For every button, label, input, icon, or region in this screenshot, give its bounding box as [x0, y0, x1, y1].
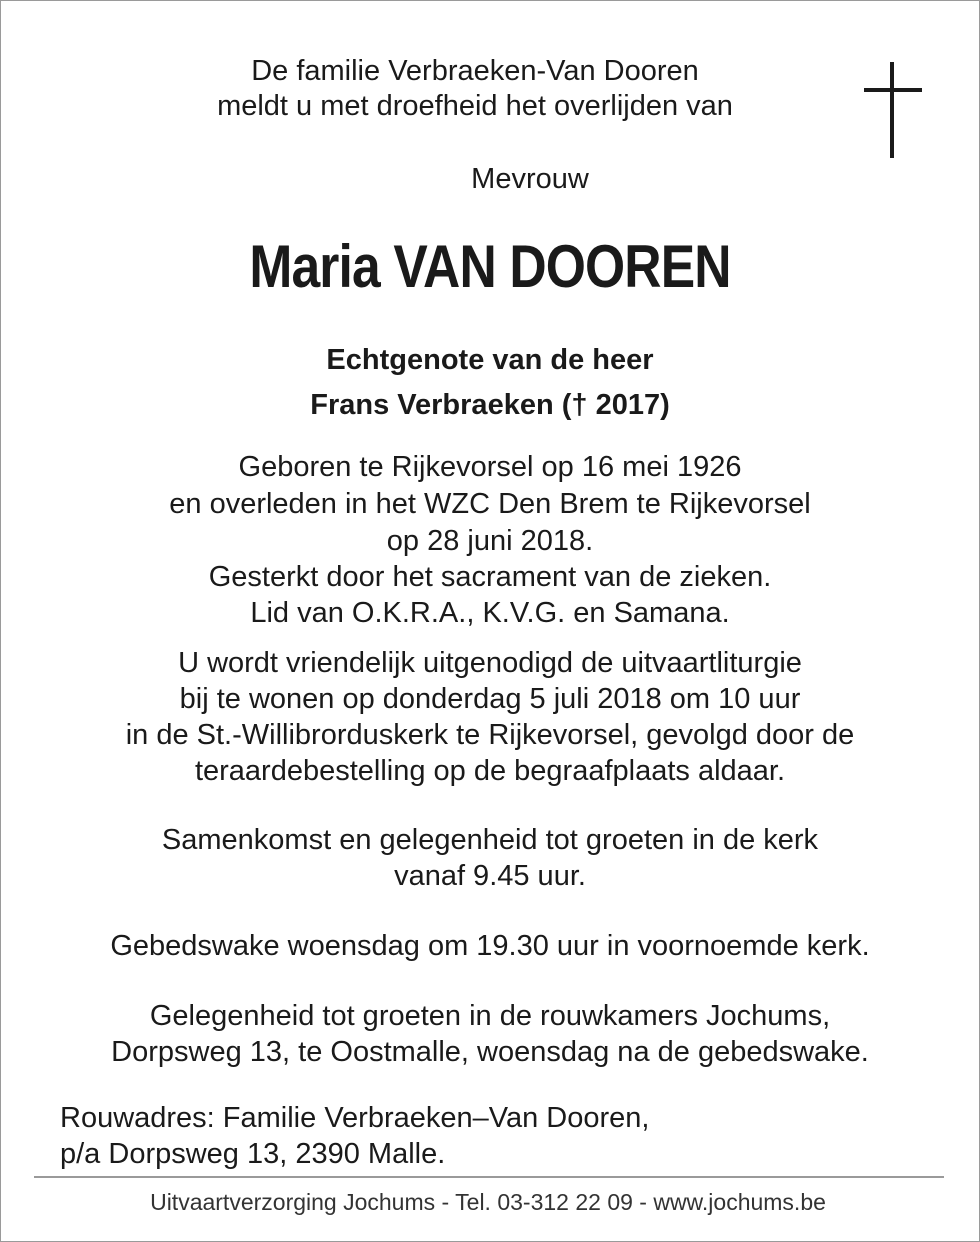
visitation-line-1: Gelegenheid tot groeten in de rouwkamers Jochums, — [149, 1000, 831, 1032]
header-line-2: meldt u met droefheid het overlijden van — [217, 90, 733, 122]
bio-line-2: en overleden in het WZC Den Brem te Rijkevorsel — [169, 488, 811, 520]
header-line-1: De familie Verbraeken-Van Dooren — [251, 55, 699, 87]
gathering-line-1: Samenkomst en gelegenheid tot groeten in de kerk — [161, 824, 819, 856]
bio-line-4: Gesterkt door het sacrament van de zieken. — [208, 561, 772, 593]
address-line-2: p/a Dorpsweg 13, 2390 Malle. — [60, 1138, 446, 1170]
spouse-line-2: Frans Verbraeken († 2017) — [310, 389, 670, 421]
footer-divider — [34, 1176, 944, 1178]
bio-line-1: Geboren te Rijkevorsel op 16 mei 1926 — [238, 451, 742, 483]
gathering-line-2: vanaf 9.45 uur. — [394, 860, 586, 892]
bio-line-5: Lid van O.K.R.A., K.V.G. en Samana. — [250, 597, 730, 629]
salutation: Mevrouw — [471, 163, 589, 195]
visitation-line-2: Dorpsweg 13, te Oostmalle, woensdag na de gebedswake. — [111, 1036, 869, 1068]
funeral-line-3: in de St.-Willibrorduskerk te Rijkevorsel, gevolgd door de — [125, 719, 855, 751]
vigil-line: Gebedswake woensdag om 19.30 uur in voornoemde kerk. — [110, 930, 870, 962]
address-line-1: Rouwadres: Familie Verbraeken–Van Dooren, — [60, 1102, 650, 1134]
funeral-line-2: bij te wonen op donderdag 5 juli 2018 om 10 uur — [179, 683, 801, 715]
spouse-line-1: Echtgenote van de heer — [326, 344, 654, 376]
funeral-line-4: teraardebestelling op de begraafplaats aldaar. — [194, 755, 786, 787]
deceased-name: Maria VAN DOOREN — [249, 233, 731, 300]
bio-line-3: op 28 juni 2018. — [386, 525, 594, 557]
footer-text: Uitvaartverzorging Jochums - Tel. 03-312 22 09 - www.jochums.be — [150, 1189, 826, 1215]
funeral-line-1: U wordt vriendelijk uitgenodigd de uitvaartliturgie — [178, 647, 802, 679]
